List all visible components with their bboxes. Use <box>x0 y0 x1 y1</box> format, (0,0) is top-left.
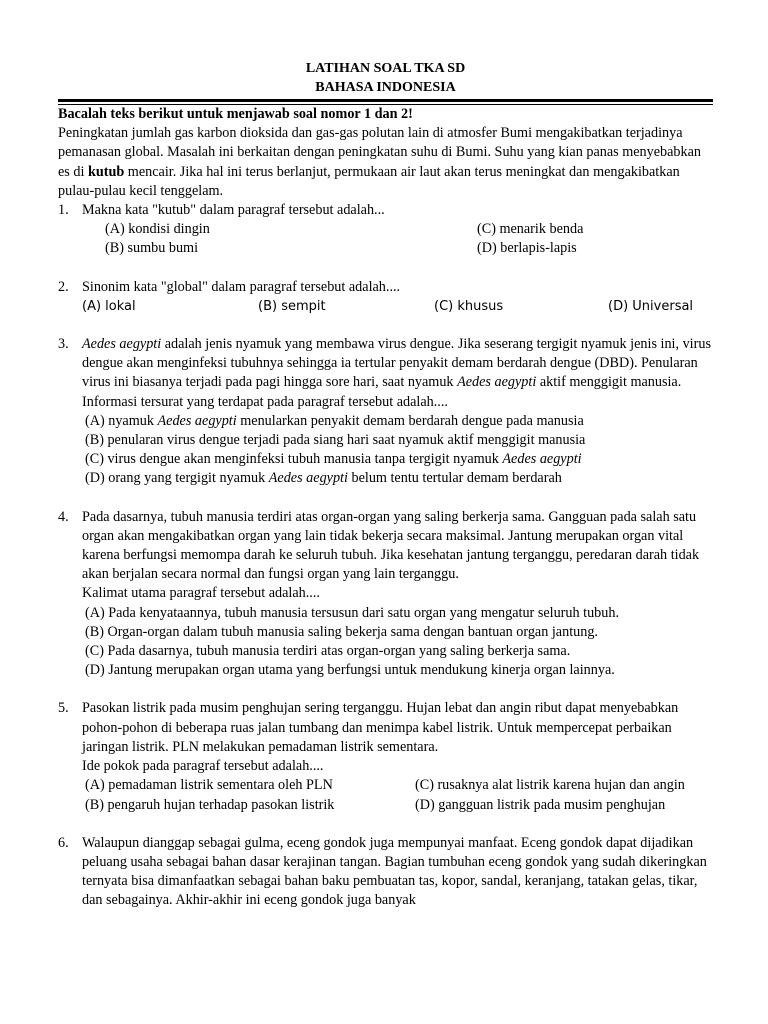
question-5 <box>58 699 713 776</box>
option-b[interactable]: (B) pengaruh hujan terhadap pasokan listrik <box>85 796 335 813</box>
option-d[interactable]: (D) Jantung merupakan organ utama yang berfungsi untuk mendukung kinerja organ lainnya. <box>85 662 615 679</box>
question-number: 6. <box>58 834 69 851</box>
option-c[interactable]: (C) rusaknya alat listrik karena hujan dan angin <box>415 777 685 794</box>
option-d[interactable]: (D) orang yang tergigit nyamuk Aedes aegypti belum tentu tertular demam berdarah <box>85 470 562 487</box>
option-c[interactable]: (C) virus dengue akan menginfeksi tubuh manusia tanpa tergigit nyamuk Aedes aegypti <box>85 451 582 468</box>
option-a[interactable]: (A) Pada kenyataannya, tubuh manusia tersusun dari satu organ yang mengatur seluruh tubuh. <box>85 604 619 621</box>
question-2 <box>58 278 713 297</box>
question-text: Sinonim kata "global" dalam paragraf tersebut adalah.... <box>82 278 401 295</box>
question-passage: Pada dasarnya, tubuh manusia terdiri atas organ-organ yang saling berkerja sama. Gangguan pada salah satu organ akan mengakibatkan organ yang lain tidak bekerja secara maksimal. Jantung merupakan organ vital karena berfungsi memompa darah ke seluruh tubuh. Jika kesehatan jantung terganggu, peredaran darah tidak akan berjalan secara normal dan fungsi organ yang lain terganggu. <box>82 508 700 583</box>
instruction: Bacalah teks berikut untuk menjawab soal nomor 1 dan 2! <box>58 106 413 122</box>
question-4-options <box>58 604 713 681</box>
option-b[interactable]: (B) Organ-organ dalam tubuh manusia saling bekerja sama dengan bantuan organ jantung. <box>85 623 598 640</box>
question-text: Ide pokok pada paragraf tersebut adalah.... <box>82 758 324 775</box>
question-passage: Pasokan listrik pada musim penghujan sering terganggu. Hujan lebat dan angin ribut dapat menyebabkan pohon-pohon di beberapa ruas jalan tumbang dan menimpa kabel listrik. Untuk mempercepat perbaikan jaringan listrik. PLN melakukan pemadaman listrik sementara. <box>82 700 679 755</box>
question-passage: Walaupun dianggap sebagai gulma, eceng gondok juga mempunyai manfaat. Eceng gondok dapat dijadikan peluang usaha sebagai bahan dasar kerajinan tangan. Bagian tumbuhan eceng gondok yang sudah dikeringkan ternyata bisa dimanfaatkan sebagai bahan baku pembuatan tas, kopor, sandal, keranjang, tatakan gelas, tikar, dan sebagainya. Akhir-akhir ini eceng gondok juga banyak <box>82 834 707 909</box>
option-a[interactable]: (A) kondisi dingin <box>105 221 210 238</box>
option-b[interactable]: (B) sempit <box>258 298 326 314</box>
option-c[interactable]: (C) khusus <box>434 298 504 314</box>
option-b[interactable]: (B) sumbu bumi <box>105 240 199 257</box>
question-3-options <box>58 412 713 489</box>
question-4 <box>58 508 713 604</box>
header-rule-thick <box>58 99 713 102</box>
worksheet-subtitle: BAHASA INDONESIA <box>315 80 456 95</box>
question-5-options <box>58 776 713 814</box>
question-number: 5. <box>58 700 69 717</box>
option-b[interactable]: (B) penularan virus dengue terjadi pada siang hari saat nyamuk aktif menggigit manusia <box>85 432 586 449</box>
option-d[interactable]: (D) gangguan listrik pada musim penghujan <box>415 796 666 813</box>
worksheet-title: LATIHAN SOAL TKA SD <box>305 61 466 76</box>
question-number: 1. <box>58 202 69 219</box>
question-2-options <box>58 297 713 316</box>
option-d[interactable]: (D) berlapis-lapis <box>477 240 577 257</box>
question-1-options <box>58 220 713 258</box>
question-number: 3. <box>58 336 69 353</box>
passage-1: Peningkatan jumlah gas karbon dioksida dan gas-gas polutan lain di atmosfer Bumi mengakibatkan terjadinya pemanasan global. Masalah ini berkaitan dengan peningkatan suhu di Bumi. Suhu yang kian panas menyebabkan es di kutub mencair. Jika hal ini terus berlanjut, permukaan air laut akan terus meningkat dan mengakibatkan pulau-pulau kecil tenggelam. <box>58 125 702 199</box>
option-a[interactable]: (A) pemadaman listrik sementara oleh PLN <box>85 777 333 794</box>
question-number: 4. <box>58 508 69 525</box>
option-d[interactable]: (D) Universal <box>608 298 694 314</box>
question-text: Makna kata "kutub" dalam paragraf tersebut adalah... <box>82 202 385 219</box>
question-text: Kalimat utama paragraf tersebut adalah.... <box>82 585 320 602</box>
question-number: 2. <box>58 278 69 295</box>
option-c[interactable]: (C) Pada dasarnya, tubuh manusia terdiri atas organ-organ yang saling berkerja sama. <box>85 643 571 660</box>
question-6 <box>58 834 713 911</box>
question-passage: Aedes aegypti adalah jenis nyamuk yang membawa virus dengue. Jika seserang tergigit nyamuk jenis ini, virus dengue akan menginfeksi tubuhnya sehingga ia tertular penyakit demam berdarah dengue (DBD). Penularan virus ini biasanya terjadi pada pagi hingga sore hari, saat nyamuk Aedes aegypti aktif menggigit manusia. <box>82 336 711 391</box>
worksheet-page <box>58 59 713 911</box>
option-a[interactable]: (A) lokal <box>82 298 136 314</box>
option-a[interactable]: (A) nyamuk Aedes aegypti menularkan penyakit demam berdarah dengue pada manusia <box>85 412 584 429</box>
option-c[interactable]: (C) menarik benda <box>477 221 584 238</box>
question-3 <box>58 335 713 412</box>
question-1 <box>58 201 713 220</box>
keyword-kutub: kutub <box>87 163 125 180</box>
question-text: Informasi tersurat yang terdapat pada paragraf tersebut adalah.... <box>82 393 448 410</box>
